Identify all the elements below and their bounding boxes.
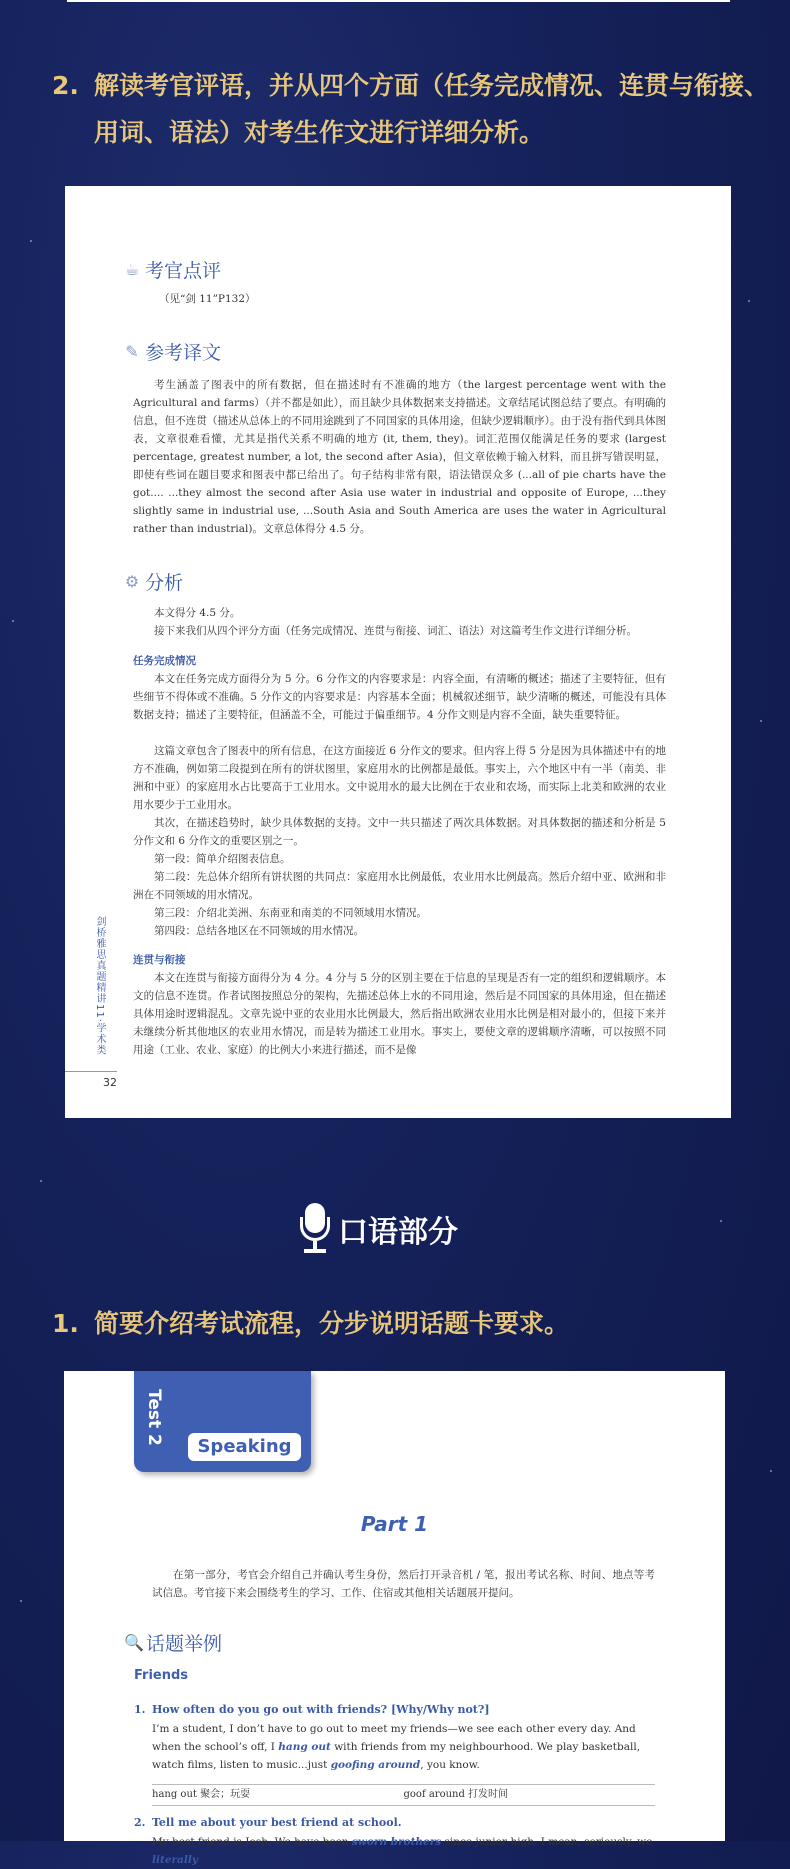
section-text: 解读考官评语，并从四个方面（任务完成情况、连贯与衔接、用词、语法）对考生作文进行详细分析。 (94, 71, 770, 147)
analysis-intro-2: 接下来我们从四个评分方面（任务完成情况、连贯与衔接、词汇、语法）对这篇考生作文进行详细分析。 (154, 625, 637, 637)
gear-icon: ⚙ (124, 571, 140, 591)
gloss-item: hang out 聚会；玩耍 (152, 1789, 251, 1800)
task-list-3: 第三段：介绍北美洲、东南亚和南美的不同领域用水情况。 (154, 907, 427, 919)
topic-name: Friends (134, 1668, 189, 1683)
task-list-4: 第四段：总结各地区在不同领域的用水情况。 (154, 925, 364, 937)
vocab-gloss (152, 1784, 655, 1806)
question-1: 1. How often do you go out with friends? [Why/Why not?] (134, 1703, 490, 1716)
gloss-item: goof around 打发时间 (403, 1789, 509, 1800)
analysis-title: ⚙ 分析 (124, 571, 184, 594)
speaking-section-title: 口语部分 (300, 1202, 458, 1256)
book-side-label: 剑桥雅思真题精讲11·学术类 (94, 916, 105, 1056)
answer-1: I’m a student, I don’t have to go out to meet my friends—we see each other every day. And when the school’s off, I hang out with friends from my neighbourhood. We play basketball, watch films, listen to music...just goofing around, you know. (152, 1723, 641, 1771)
task-paragraph-2: 这篇文章包含了图表中的所有信息，在这方面接近 6 分作文的要求。但内容上得 5 分是因为具体描述中有的地方不准确，例如第二段提到在所有的饼状图里，家庭用水的比例都是最低。事实上，六个地区中有一半（南美、非洲和中亚）的家庭用水占比要高于工业用水。文中说用水的最大比例在于农业和农场，而实际上北美和欧洲的农业用水要少于工业用水。 (133, 745, 666, 811)
task-list-2: 第二段：先总体介绍所有饼状图的共同点：家庭用水比例最低，农业用水比例最高。然后介绍中亚、欧洲和非洲在不同领域的用水情况。 (133, 871, 666, 901)
previous-page-edge (67, 0, 730, 2)
teacup-icon: ☕ (124, 259, 140, 279)
part-title: Part 1 (360, 1512, 429, 1536)
topic-example-title: 🔍 话题举例 (124, 1632, 223, 1655)
question-2: 2. Tell me about your best friend at school. (134, 1816, 402, 1829)
task-list-1: 第一段：简单介绍图表信息。 (154, 853, 291, 865)
answer-2: My best friend is Josh. We have been sworn brothers since junior-high. I mean, seriously, we literally (152, 1836, 653, 1866)
part-intro: 在第一部分，考官会介绍自己并确认考生身份，然后打开录音机 / 笔，报出考试名称、时间、地点等考试信息。考官接下来会围绕考生的学习、工作、住宿或其他相关话题展开提问。 (152, 1569, 655, 1599)
examiner-comment-title: ☕ 考官点评 (124, 259, 222, 282)
translation-title: ✎ 参考译文 (123, 338, 221, 365)
book-page-writing (65, 186, 731, 1118)
task-paragraph-3: 其次，在描述趋势时，缺少具体数据的支持。文中一共只描述了两次具体数据。对具体数据的描述和分析是 5 分作文和 6 分作文的重要区别之一。 (133, 817, 666, 847)
examiner-ref: （见“剑 11”P132） (159, 293, 256, 305)
speaking-label: Speaking (188, 1433, 301, 1461)
coherence-heading: 连贯与衔接 (133, 954, 186, 966)
magnifier-icon: 🔍 (124, 1632, 144, 1652)
task-paragraph-1: 本文在任务完成方面得分为 5 分。6 分作文的内容要求是：内容全面，有清晰的概述；描述了主要特征，但有些细节不得体或不准确。5 分作文的内容要求是：内容基本全面；机械叙述细节，缺少清晰的概述，可能没有具体数据支持；描述了主要特征，但涵盖不全，可能过于偏重细节。4 分作文则是内容不全面，缺失重要特征。 (133, 673, 666, 721)
test-tab (134, 1371, 311, 1472)
section-number: 1. (52, 1309, 79, 1338)
task-achievement-heading: 任务完成情况 (133, 655, 196, 667)
translation-text: 考生涵盖了图表中的所有数据，但在描述时有不准确的地方（the largest percentage went with the Agricultural and farms）（并不都是如此），而且缺少具体数据来支持描述。文章结尾试图总结了要点。有明确的信息，但不连贯（描述从总体上的不同用途跳到了不同国家的具体用途，但缺少逻辑顺序）。由于没有指代到具体图表，文章很难看懂，尤其是指代关系不明确的地方 (it, them, they)。词汇范围仅能满足任务的要求 (largest percentage, greatest number, a lot, the second after Asia)，但文章依赖于输入材料，而且拼写错误明显，即使有些词在题目要求和图表中都已给出了。句子结构非常有限，语法错误众多 (...all of pie charts have the got.... ...they almost the second after Asia use water in industrial and opposite of Europe, ...they slightly same in industrial use, ...South Asia and South America are uses the water in Agricultural rather than industrial)。文章总体得分 4.5 分。 (133, 379, 666, 535)
section-text: 简要介绍考试流程，分步说明话题卡要求。 (94, 1309, 570, 1338)
section-number: 2. (52, 71, 79, 100)
page-number: 32 (65, 1071, 117, 1089)
coherence-paragraph: 本文在连贯与衔接方面得分为 4 分。4 分与 5 分的区别主要在于信息的呈现是否有一定的组织和逻辑顺序。本文的信息不连贯。作者试图按照总分的架构，先描述总体上水的不同用途，然后是不同国家的具体用途，但在描述具体用途时逻辑混乱。文章先说中亚的农业用水比例最大，然后指出欧洲农业用水比例是相对最小的，但接下来并未继续分析其他地区的农业用水情况，而是转为描述工业用水。事实上，要使文章的逻辑顺序清晰，可以按照不同用途（工业、农业、家庭）的比例大小来进行描述，而不是像 (133, 972, 666, 1056)
book-page-speaking (64, 1371, 725, 1866)
test-label: Test 2 (144, 1389, 164, 1446)
microphone-icon (300, 1203, 330, 1255)
analysis-intro-1: 本文得分 4.5 分。 (154, 607, 241, 619)
pen-icon: ✎ (125, 341, 139, 361)
